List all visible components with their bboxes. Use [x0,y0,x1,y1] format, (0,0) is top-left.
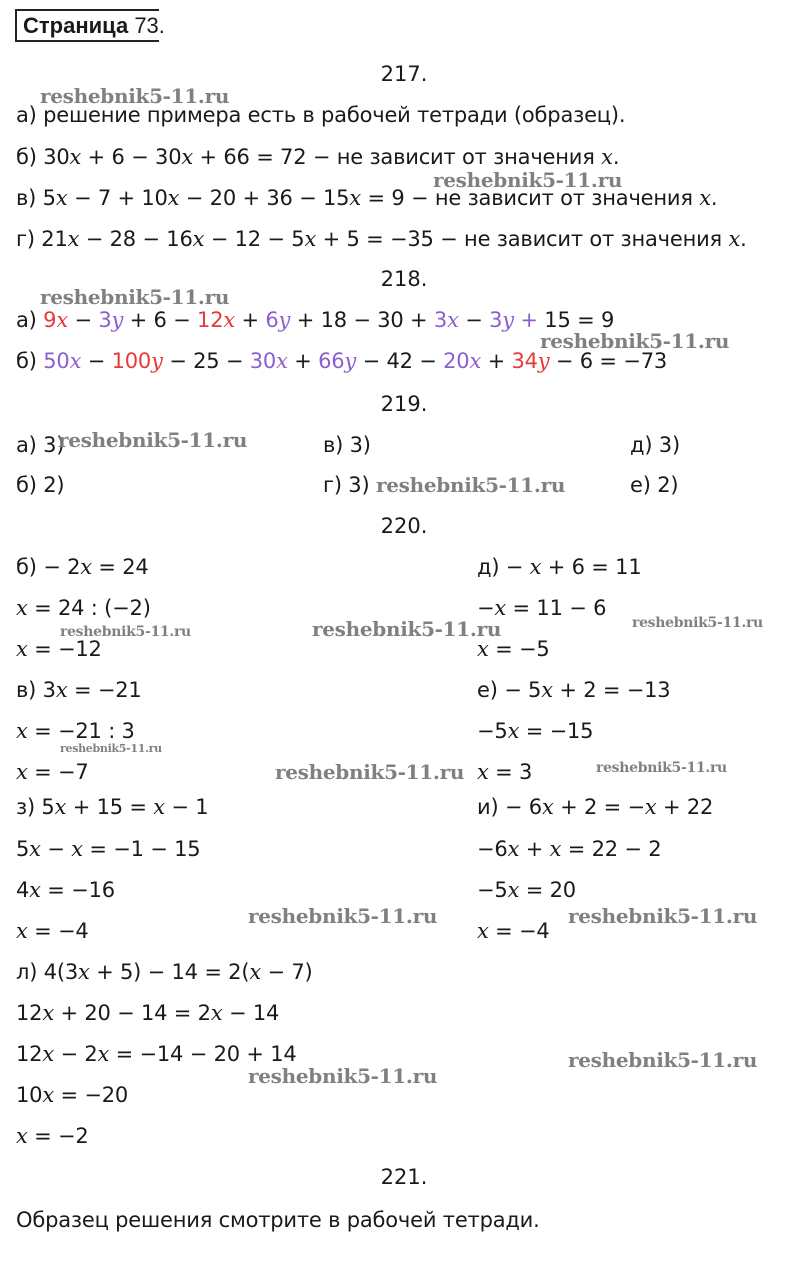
task-220-left-line: x = −12 [16,637,102,661]
task-220-left-line: x = 24 : (−2) [16,596,151,620]
watermark: reshebnik5-11.ru [433,168,623,192]
watermark: reshebnik5-11.ru [376,473,566,497]
task-220-left-line: x = −21 : 3 [16,719,135,743]
watermark: reshebnik5-11.ru [60,742,162,755]
task-220-left-line: x = −4 [16,919,89,943]
task-220-right-line: д) − x + 6 = 11 [477,555,642,579]
task-219-e: е) 2) [630,473,679,497]
page-number: 73. [134,13,165,38]
task-220-right-line: −5x = −15 [477,719,594,743]
watermark: reshebnik5-11.ru [540,329,730,353]
task-220-right-line: е) − 5x + 2 = −13 [477,678,671,702]
task-220-l-line: л) 4(3x + 5) − 14 = 2(x − 7) [16,960,313,984]
watermark: reshebnik5-11.ru [568,1048,758,1072]
task-220-right-line: −x = 11 − 6 [477,596,607,620]
task-218-a: а) 9x − 3y + 6 − 12x + 6y + 18 − 30 + 3x − 3y + 15 = 9 [16,308,615,332]
task-220-l-line: 12x − 2x = −14 − 20 + 14 [16,1042,297,1066]
task-217-g: г) 21x − 28 − 16x − 12 − 5x + 5 = −35 − не зависит от значения x. [16,227,747,251]
task-220-left-line: x = −7 [16,760,89,784]
watermark: reshebnik5-11.ru [248,904,438,928]
task-220-l-line: 12x + 20 − 14 = 2x − 14 [16,1001,280,1025]
watermark: reshebnik5-11.ru [248,1064,438,1088]
task-219-g: г) 3) [323,473,370,497]
watermark: reshebnik5-11.ru [58,428,248,452]
task-218-b: б) 50x − 100y − 25 − 30x + 66y − 42 − 20x + 34y − 6 = −73 [16,349,668,373]
watermark: reshebnik5-11.ru [312,617,502,641]
task-218-number: 218. [380,267,428,291]
task-220-right-line: −6x + x = 22 − 2 [477,837,662,861]
task-220-left-line: в) 3x = −21 [16,678,142,702]
task-217-a: а) решение примера есть в рабочей тетради (образец). [16,103,626,127]
task-220-right-line: −5x = 20 [477,878,576,902]
task-221-text: Образец решения смотрите в рабочей тетради. [16,1208,540,1232]
task-219-a: а) 3) [16,433,65,457]
task-220-right-line: x = 3 [477,760,533,784]
task-217-b: б) 30x + 6 − 30x + 66 = 72 − не зависит от значения x. [16,145,620,169]
task-220-right-line: и) − 6x + 2 = −x + 22 [477,795,714,819]
task-220-left-line: б) − 2x = 24 [16,555,149,579]
watermark: reshebnik5-11.ru [60,624,191,640]
task-220-l-line: 10x = −20 [16,1083,129,1107]
watermark: reshebnik5-11.ru [40,84,230,108]
task-220-left-line: 5x − x = −1 − 15 [16,837,201,861]
task-221-number: 221. [380,1165,428,1189]
watermark: reshebnik5-11.ru [275,760,465,784]
watermark: reshebnik5-11.ru [632,615,763,631]
task-220-left-line: з) 5x + 15 = x − 1 [16,795,209,819]
task-220-right-line: x = −5 [477,637,550,661]
task-220-right-line: x = −4 [477,919,550,943]
task-220-left-line: 4x = −16 [16,878,115,902]
task-220-l-line: x = −2 [16,1124,89,1148]
task-219-number: 219. [380,392,428,416]
task-217-number: 217. [380,62,428,86]
task-217-v: в) 5x − 7 + 10x − 20 + 36 − 15x = 9 − не зависит от значения x. [16,186,718,210]
task-219-d: д) 3) [630,433,680,457]
page-label: Страница [23,13,129,38]
page-header [15,9,165,42]
task-219-v: в) 3) [323,433,371,457]
watermark: reshebnik5-11.ru [568,904,758,928]
watermark: reshebnik5-11.ru [596,760,727,776]
task-219-b: б) 2) [16,473,65,497]
task-220-number: 220. [380,514,428,538]
watermark: reshebnik5-11.ru [40,285,230,309]
